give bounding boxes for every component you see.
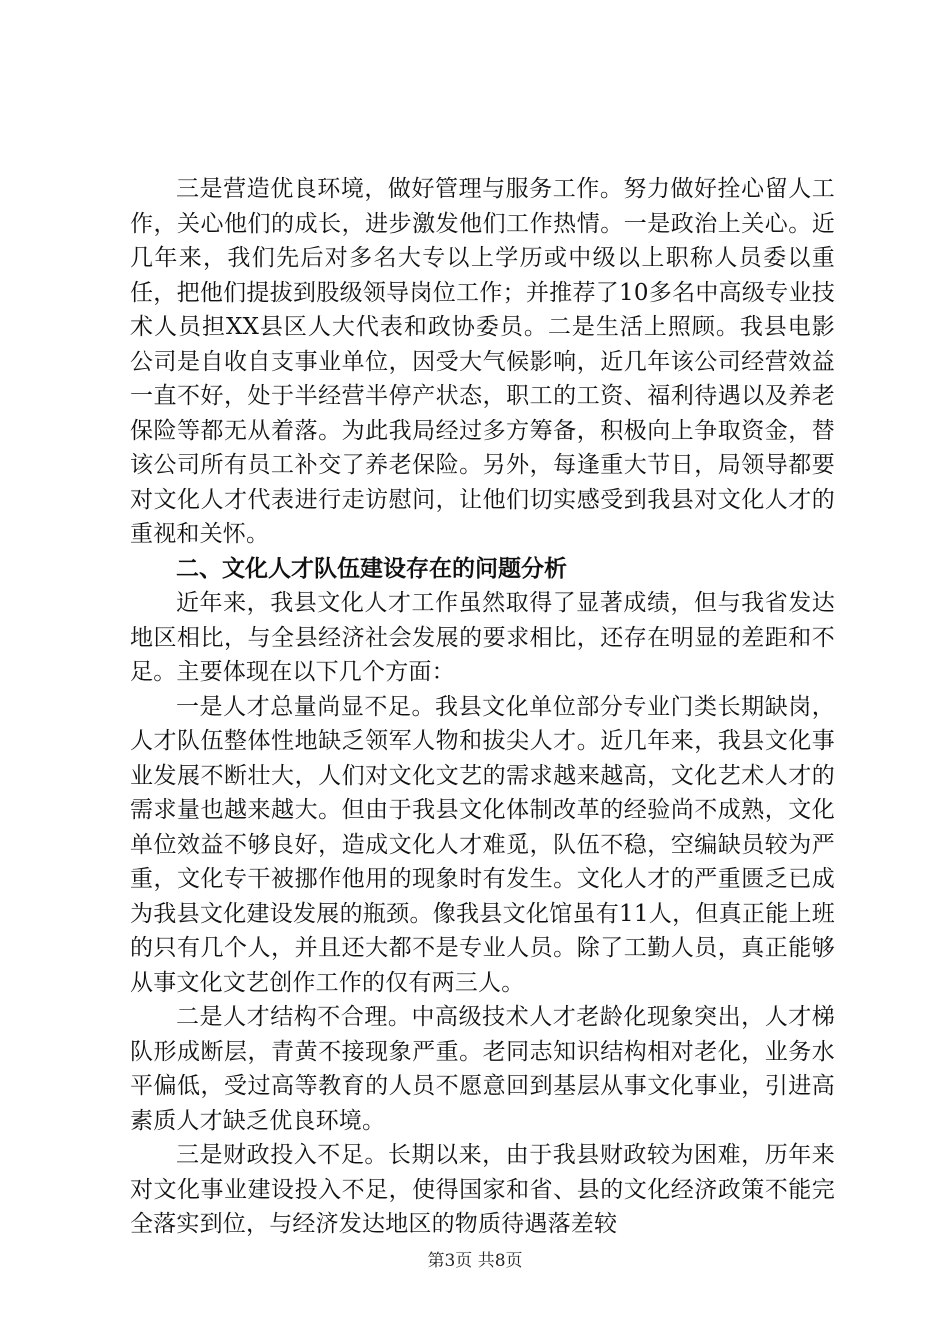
paragraph-intro: 近年来，我县文化人才工作虽然取得了显著成绩，但与我省发达地区相比，与全县经济社会发展的要求相比，还存在明显的差距和不足。主要体现在以下几个方面： (130, 590, 835, 685)
page-number-footer: 第3页 共8页 (427, 1251, 523, 1271)
paragraph-talent-shortage: 一是人才总量尚显不足。我县文化单位部分专业门类长期缺岗，人才队伍整体性地缺乏领军人物和拔尖人才。近几年来，我县文化事业发展不断壮大，人们对文化文艺的需求越来越高，文化艺术人才的需求量也越来越大。但由于我县文化体制改革的经验尚不成熟，文化单位效益不够良好，造成文化人才难觅，队伍不稳，空编缺员较为严重，文化专干被挪作他用的现象时有发生。文化人才的严重匮乏已成为我县文化建设发展的瓶颈。像我县文化馆虽有11人，但真正能上班的只有几个人，并且还大都不是专业人员。除了工勤人员，真正能够从事文化文艺创作工作的仅有两三人。 (130, 693, 835, 996)
section-heading-problems: 二、文化人才队伍建设存在的问题分析 (176, 555, 567, 582)
paragraph-funding: 三是财政投入不足。长期以来，由于我县财政较为困难，历年来对文化事业建设投入不足，使得国家和省、县的文化经济政策不能完全落实到位，与经济发达地区的物质待遇落差较 (130, 1142, 835, 1237)
paragraph-talent-structure: 二是人才结构不合理。中高级技术人才老龄化现象突出，人才梯队形成断层，青黄不接现象严重。老同志知识结构相对老化，业务水平偏低，受过高等教育的人员不愿意回到基层从事文化事业，引进高素质人才缺乏优良环境。 (130, 1004, 835, 1134)
paragraph-environment: 三是营造优良环境，做好管理与服务工作。努力做好拴心留人工作，关心他们的成长，进步激发他们工作热情。一是政治上关心。近几年来，我们先后对多名大专以上学历或中级以上职称人员委以重任，把他们提拔到股级领导岗位工作；并推荐了10多名中高级专业技术人员担XX县区人大代表和政协委员。二是生活上照顾。我县电影公司是自收自支事业单位，因受大气候影响，近几年该公司经营效益一直不好，处于半经营半停产状态，职工的工资、福利待遇以及养老保险等都无从着落。为此我局经过多方筹备，积极向上争取资金，替该公司所有员工补交了养老保险。另外，每逢重大节日，局领导都要对文化人才代表进行走访慰问，让他们切实感受到我县对文化人才的重视和关怀。 (130, 176, 835, 547)
document-body (130, 172, 835, 1242)
